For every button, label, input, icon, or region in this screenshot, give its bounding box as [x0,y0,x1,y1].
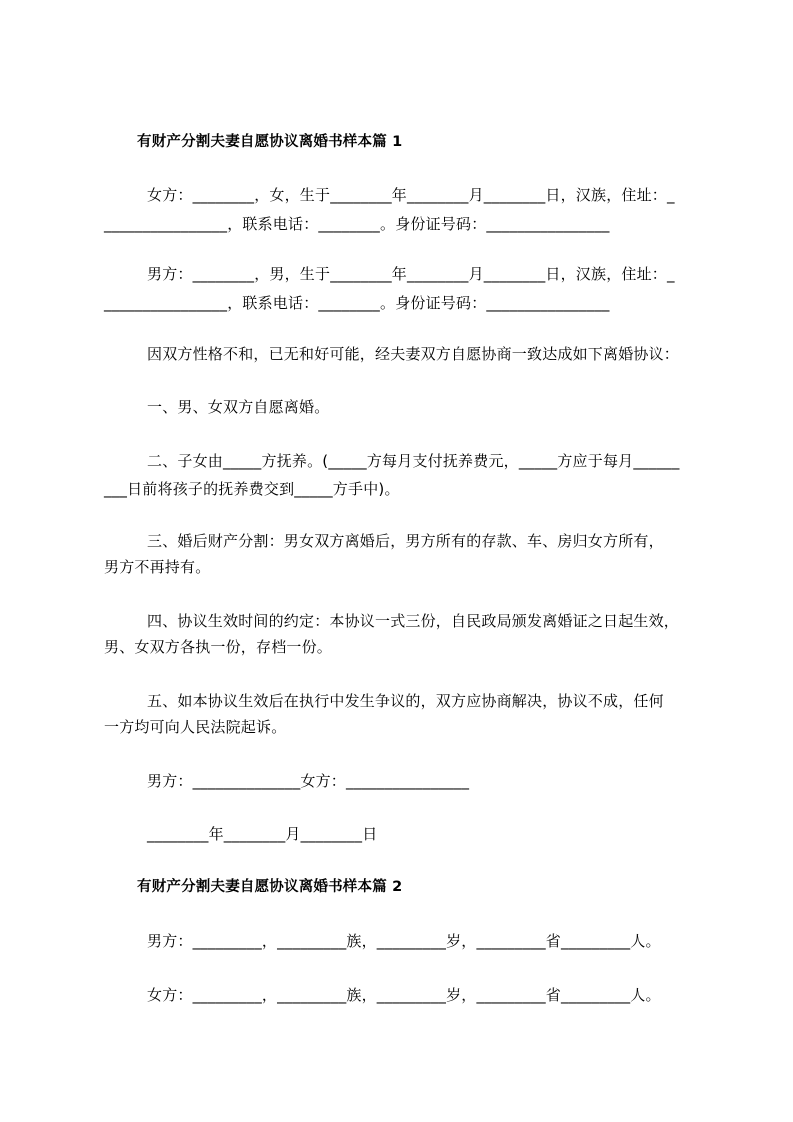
clause-4-line-1: 四、协议生效时间的约定：本协议一式三份，自民政局颁发离婚证之日起生效， [147,612,680,630]
male-party-line-1: 男方：________，男，生于________年________月________日，汉族，住址：_ [147,265,675,283]
male-party-line-2: ________________，联系电话：________。身份证号码：________________ [104,294,610,312]
female-party-line-1: 女方：________，女，生于________年________月________日，汉族，住址：_ [147,186,675,204]
section-heading-2: 有财产分割夫妻自愿协议离婚书样本篇 2 [137,879,403,895]
female-info-line: 女方：_________，_________族，_________岁，_________省_________人。 [147,986,661,1004]
preamble-paragraph: 因双方性格不和，已无和好可能，经夫妻双方自愿协商一致达成如下离婚协议： [147,345,680,363]
clause-3-line-1: 三、婚后财产分割：男女双方离婚后，男方所有的存款、车、房归女方所有， [147,532,664,550]
signature-line: 男方：______________女方：________________ [147,772,470,790]
female-party-line-2: ________________，联系电话：________。身份证号码：________________ [104,215,610,233]
clause-3-line-2: 男方不再持有。 [104,558,211,576]
male-info-line: 男方：_________，_________族，_________岁，_________省_________人。 [147,932,661,950]
clause-2-line-2: ___日前将孩子的抚养费交到_____方手中)。 [104,480,400,498]
date-line: ________年________月________日 [147,825,378,843]
clause-2-line-1: 二、子女由_____方抚养。(_____方每月支付抚养费元，_____方应于每月______ [147,452,680,470]
clause-5-line-2: 一方均可向人民法院起诉。 [104,718,287,736]
clause-5-line-1: 五、如本协议生效后在执行中发生争议的，双方应协商解决，协议不成，任何 [147,692,664,710]
section-heading-1: 有财产分割夫妻自愿协议离婚书样本篇 1 [137,134,403,150]
clause-1: 一、男、女双方自愿离婚。 [147,398,330,416]
clause-4-line-2: 男、女双方各执一份，存档一份。 [104,638,333,656]
